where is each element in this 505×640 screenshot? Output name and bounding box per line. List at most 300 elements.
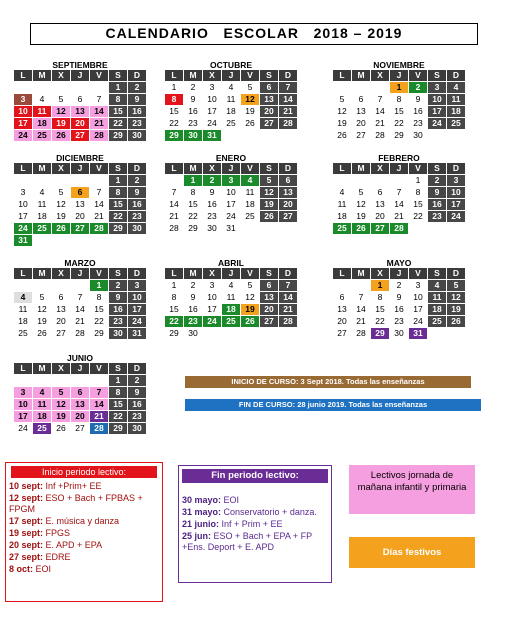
day-cell: 28 (356, 328, 366, 338)
weekday-header: D (447, 163, 465, 174)
day-cell: 12 (56, 199, 66, 209)
period-item (9, 528, 159, 539)
period-text: E. música y danza (43, 516, 120, 526)
day-cell: 4 (428, 280, 446, 291)
month-octubre (165, 60, 297, 141)
day-cell: 4 (447, 82, 465, 93)
weekday-header: S (109, 268, 127, 279)
day-cell: 29 (109, 423, 127, 434)
empty-cell (14, 175, 32, 186)
day-cell: 7 (90, 387, 108, 398)
day-cell: 29 (94, 328, 104, 338)
empty-cell (52, 82, 70, 93)
day-cell: 26 (447, 316, 465, 327)
day-cell: 26 (260, 211, 278, 222)
day-cell: 3 (415, 280, 421, 290)
day-cell: 17 (428, 106, 446, 117)
day-cell: 26 (56, 423, 66, 433)
day-cell: 10 (14, 106, 32, 117)
weekday-header: V (409, 70, 427, 81)
day-cell: 12 (337, 106, 347, 116)
period-date: 12 sept: (9, 493, 44, 503)
empty-cell (71, 82, 89, 93)
day-cell: 13 (337, 304, 347, 314)
day-cell: 4 (228, 280, 234, 290)
day-cell: 9 (396, 292, 402, 302)
weekday-header: V (241, 163, 259, 174)
day-cell: 9 (190, 292, 196, 302)
day-cell: 23 (109, 316, 127, 327)
day-cell: 26 (52, 223, 70, 234)
day-cell: 9 (415, 94, 421, 104)
day-cell: 20 (375, 211, 385, 221)
day-cell: 29 (109, 130, 127, 141)
weekday-header: L (333, 268, 351, 279)
day-cell: 23 (128, 211, 146, 222)
day-cell: 29 (394, 130, 404, 140)
day-cell: 1 (109, 175, 127, 186)
day-cell: 22 (394, 118, 404, 128)
day-cell: 20 (71, 118, 89, 129)
empty-cell (409, 223, 427, 234)
day-cell: 7 (358, 292, 364, 302)
day-cell: 13 (71, 106, 89, 117)
day-cell: 21 (90, 118, 108, 129)
day-cell: 13 (56, 304, 66, 314)
month-grid (333, 268, 465, 339)
day-cell: 15 (413, 199, 423, 209)
period-item (182, 531, 328, 553)
day-cell: 26 (352, 223, 370, 234)
day-cell: 19 (52, 411, 70, 422)
day-cell: 9 (428, 187, 446, 198)
day-cell: 2 (128, 375, 146, 386)
empty-cell (71, 375, 89, 386)
day-cell: 12 (356, 199, 366, 209)
day-cell: 5 (260, 175, 278, 186)
month-grid (165, 163, 297, 234)
weekday-header: J (222, 268, 240, 279)
day-cell: 28 (390, 223, 408, 234)
day-cell: 24 (128, 316, 146, 327)
day-cell: 16 (109, 304, 127, 315)
day-cell: 22 (109, 211, 127, 222)
day-cell: 20 (260, 106, 278, 117)
empty-cell (52, 280, 70, 291)
day-cell: 18 (222, 304, 240, 315)
month-grid (165, 70, 297, 141)
end-banner: FIN DE CURSO: 28 junio 2019. Todas las enseñanzas (185, 399, 481, 411)
day-cell: 6 (339, 292, 345, 302)
day-cell: 28 (279, 118, 297, 129)
day-cell: 23 (188, 118, 198, 128)
empty-cell (33, 82, 51, 93)
day-cell: 6 (279, 175, 297, 186)
day-cell: 24 (428, 118, 446, 129)
empty-cell (428, 130, 446, 141)
period-text: EOI (221, 495, 240, 505)
period-text: EDRE (43, 552, 71, 562)
empty-cell (33, 235, 51, 246)
day-cell: 5 (52, 387, 70, 398)
day-cell: 6 (358, 94, 364, 104)
empty-cell (428, 223, 446, 234)
day-cell: 18 (33, 118, 51, 129)
day-cell: 25 (18, 328, 28, 338)
weekday-header: X (203, 70, 221, 81)
day-cell: 5 (58, 94, 64, 104)
day-cell: 11 (447, 94, 465, 105)
weekday-header: S (260, 268, 278, 279)
month-abril (165, 258, 297, 339)
day-cell: 20 (356, 118, 366, 128)
day-cell: 5 (447, 280, 465, 291)
weekday-header: X (371, 70, 389, 81)
day-cell: 24 (14, 130, 32, 141)
day-cell: 30 (188, 328, 198, 338)
day-cell: 1 (90, 280, 108, 291)
day-cell: 12 (447, 292, 465, 303)
day-cell: 2 (190, 280, 196, 290)
day-cell: 16 (413, 106, 423, 116)
day-cell: 14 (169, 199, 179, 209)
weekday-header: J (390, 268, 408, 279)
day-cell: 29 (109, 223, 127, 234)
day-cell: 30 (207, 223, 217, 233)
day-cell: 13 (71, 399, 89, 410)
day-cell: 1 (184, 175, 202, 186)
month-name: DICIEMBRE (56, 153, 104, 163)
day-cell: 25 (333, 223, 351, 234)
day-cell: 16 (188, 304, 198, 314)
day-cell: 24 (14, 223, 32, 234)
weekday-header: X (52, 70, 70, 81)
weekday-header: S (109, 70, 127, 81)
day-cell: 3 (14, 94, 32, 105)
weekday-header: S (109, 363, 127, 374)
day-cell: 31 (226, 223, 236, 233)
day-cell: 5 (39, 292, 45, 302)
period-item (182, 519, 328, 530)
day-cell: 21 (375, 118, 385, 128)
month-noviembre (333, 60, 465, 141)
day-cell: 16 (128, 199, 146, 210)
day-cell: 1 (171, 82, 177, 92)
day-cell: 21 (90, 411, 108, 422)
period-item (9, 564, 159, 575)
day-cell: 3 (14, 387, 32, 398)
month-name: JUNIO (67, 353, 93, 363)
fin-list (182, 495, 328, 553)
legend-festivos: Días festivos (349, 537, 475, 568)
day-cell: 10 (18, 199, 28, 209)
month-septiembre (14, 60, 146, 141)
day-cell: 8 (396, 94, 402, 104)
weekday-header: D (447, 268, 465, 279)
empty-cell (203, 328, 221, 339)
day-cell: 9 (109, 292, 127, 303)
day-cell: 30 (394, 328, 404, 338)
period-item (9, 493, 159, 515)
period-date: 21 junio: (182, 519, 220, 529)
weekday-header: D (279, 70, 297, 81)
day-cell: 22 (375, 316, 385, 326)
weekday-header: J (71, 268, 89, 279)
day-cell: 24 (207, 118, 217, 128)
day-cell: 12 (241, 94, 259, 105)
weekday-header: V (241, 268, 259, 279)
period-date: 10 sept: (9, 481, 44, 491)
day-cell: 17 (14, 118, 32, 129)
weekday-header: D (128, 268, 146, 279)
day-cell: 10 (428, 94, 446, 105)
day-cell: 22 (94, 316, 104, 326)
month-name: NOVIEMBRE (373, 60, 425, 70)
day-cell: 15 (109, 399, 127, 410)
day-cell: 31 (14, 235, 32, 246)
period-item (9, 552, 159, 563)
day-cell: 14 (90, 106, 108, 117)
day-cell: 25 (33, 423, 51, 434)
day-cell: 30 (128, 423, 146, 434)
day-cell: 7 (171, 187, 177, 197)
day-cell: 27 (260, 316, 278, 327)
day-cell: 19 (245, 106, 255, 116)
day-cell: 14 (356, 304, 366, 314)
day-cell: 30 (184, 130, 202, 141)
day-cell: 15 (375, 304, 385, 314)
empty-cell (33, 280, 51, 291)
weekday-header: S (428, 163, 446, 174)
day-cell: 30 (109, 328, 127, 339)
day-cell: 13 (260, 94, 278, 105)
weekday-header: J (71, 70, 89, 81)
day-cell: 26 (241, 316, 259, 327)
weekday-header: V (90, 163, 108, 174)
weekday-header: S (109, 163, 127, 174)
fin-title: Fin periodo lectivo: (182, 469, 328, 483)
day-cell: 21 (356, 316, 366, 326)
weekday-header: V (90, 268, 108, 279)
day-cell: 28 (90, 130, 108, 141)
weekday-header: L (165, 268, 183, 279)
day-cell: 13 (279, 187, 297, 198)
day-cell: 14 (94, 199, 104, 209)
day-cell: 15 (188, 199, 198, 209)
day-cell: 15 (169, 106, 179, 116)
weekday-header: L (14, 163, 32, 174)
day-cell: 27 (356, 130, 366, 140)
day-cell: 3 (428, 82, 446, 93)
day-cell: 19 (337, 118, 347, 128)
empty-cell (447, 328, 465, 339)
day-cell: 2 (128, 82, 146, 93)
day-cell: 23 (428, 211, 446, 222)
day-cell: 11 (245, 187, 255, 197)
day-cell: 6 (71, 387, 89, 398)
empty-cell (279, 328, 297, 339)
day-cell: 4 (339, 187, 345, 197)
day-cell: 25 (33, 130, 51, 141)
month-grid (14, 363, 146, 434)
day-cell: 25 (33, 223, 51, 234)
weekday-header: X (52, 268, 70, 279)
day-cell: 19 (260, 199, 278, 210)
month-name: MARZO (64, 258, 96, 268)
weekday-header: L (333, 163, 351, 174)
day-cell: 6 (58, 292, 64, 302)
period-date: 25 jun: (182, 531, 212, 541)
day-cell: 22 (413, 211, 423, 221)
day-cell: 24 (447, 211, 465, 222)
day-cell: 11 (428, 292, 446, 303)
day-cell: 7 (279, 82, 297, 93)
day-cell: 14 (394, 199, 404, 209)
period-date: 17 sept: (9, 516, 44, 526)
weekday-header: L (14, 268, 32, 279)
day-cell: 13 (375, 199, 385, 209)
day-cell: 25 (428, 316, 446, 327)
day-cell: 8 (190, 187, 196, 197)
day-cell: 16 (207, 199, 217, 209)
empty-cell (52, 235, 70, 246)
empty-cell (90, 235, 108, 246)
weekday-header: M (184, 70, 202, 81)
month-grid (14, 163, 146, 246)
weekday-header: M (33, 268, 51, 279)
period-date: 20 sept: (9, 540, 44, 550)
day-cell: 27 (371, 223, 389, 234)
weekday-header: D (128, 163, 146, 174)
empty-cell (447, 223, 465, 234)
day-cell: 4 (33, 387, 51, 398)
period-date: 30 mayo: (182, 495, 222, 505)
month-name: OCTUBRE (209, 60, 253, 70)
day-cell: 26 (52, 130, 70, 141)
empty-cell (352, 82, 370, 93)
day-cell: 21 (279, 106, 297, 117)
day-cell: 15 (109, 106, 127, 117)
month-mayo (333, 258, 465, 339)
day-cell: 9 (209, 187, 215, 197)
weekday-header: V (241, 70, 259, 81)
weekday-header: L (14, 363, 32, 374)
period-text: E. APD + EPA (43, 540, 103, 550)
day-cell: 10 (128, 292, 146, 303)
day-cell: 18 (37, 211, 47, 221)
day-cell: 4 (14, 292, 32, 303)
period-date: 19 sept: (9, 528, 44, 538)
day-cell: 2 (190, 82, 196, 92)
day-cell: 9 (128, 187, 146, 198)
day-cell: 20 (260, 304, 278, 315)
empty-cell (90, 375, 108, 386)
fin-box (178, 465, 332, 583)
day-cell: 2 (396, 280, 402, 290)
day-cell: 10 (447, 187, 465, 198)
day-cell: 4 (228, 82, 234, 92)
day-cell: 23 (394, 316, 404, 326)
day-cell: 17 (18, 211, 28, 221)
day-cell: 13 (356, 106, 366, 116)
period-text: Inf +Prim+ EE (43, 481, 102, 491)
weekday-header: J (71, 163, 89, 174)
day-cell: 27 (279, 211, 297, 222)
day-cell: 17 (447, 199, 465, 210)
day-cell: 17 (14, 411, 32, 422)
day-cell: 19 (37, 316, 47, 326)
empty-cell (222, 130, 240, 141)
day-cell: 26 (337, 130, 347, 140)
weekday-header: M (352, 163, 370, 174)
weekday-header: J (222, 70, 240, 81)
day-cell: 22 (188, 211, 198, 221)
legend-lectivos: Lectivos jornada de mañana infantil y primaria (349, 465, 475, 514)
day-cell: 11 (33, 399, 51, 410)
day-cell: 2 (428, 175, 446, 186)
day-cell: 11 (37, 199, 47, 209)
weekday-header: M (352, 268, 370, 279)
weekday-header: M (352, 70, 370, 81)
inicio-title: Inicio periodo lectivo: (11, 466, 157, 478)
day-cell: 31 (409, 328, 427, 339)
month-junio (14, 353, 146, 434)
day-cell: 23 (413, 118, 423, 128)
day-cell: 22 (109, 118, 127, 129)
day-cell: 15 (94, 304, 104, 314)
day-cell: 15 (169, 304, 179, 314)
weekday-header: S (428, 70, 446, 81)
day-cell: 27 (75, 423, 85, 433)
empty-cell (333, 280, 351, 291)
day-cell: 3 (209, 82, 215, 92)
day-cell: 18 (245, 199, 255, 209)
empty-cell (90, 175, 108, 186)
empty-cell (109, 235, 127, 246)
month-grid (14, 70, 146, 141)
day-cell: 3 (447, 175, 465, 186)
empty-cell (222, 328, 240, 339)
day-cell: 27 (337, 328, 347, 338)
day-cell: 5 (58, 187, 64, 197)
empty-cell (241, 328, 259, 339)
weekday-header: D (128, 70, 146, 81)
day-cell: 25 (222, 316, 240, 327)
day-cell: 19 (241, 304, 259, 315)
day-cell: 18 (428, 304, 446, 315)
day-cell: 26 (37, 328, 47, 338)
weekday-header: D (279, 268, 297, 279)
day-cell: 6 (260, 82, 278, 93)
day-cell: 7 (377, 94, 383, 104)
day-cell: 12 (260, 187, 278, 198)
day-cell: 20 (279, 199, 297, 210)
day-cell: 7 (96, 94, 102, 104)
day-cell: 2 (109, 280, 127, 291)
day-cell: 14 (279, 94, 297, 105)
day-cell: 10 (207, 94, 217, 104)
day-cell: 21 (94, 211, 104, 221)
day-cell: 14 (279, 292, 297, 303)
day-cell: 18 (33, 411, 51, 422)
month-diciembre (14, 153, 146, 246)
day-cell: 18 (337, 211, 347, 221)
weekday-header: V (409, 268, 427, 279)
empty-cell (260, 130, 278, 141)
day-cell: 25 (226, 118, 236, 128)
day-cell: 12 (52, 399, 70, 410)
weekday-header: L (14, 70, 32, 81)
